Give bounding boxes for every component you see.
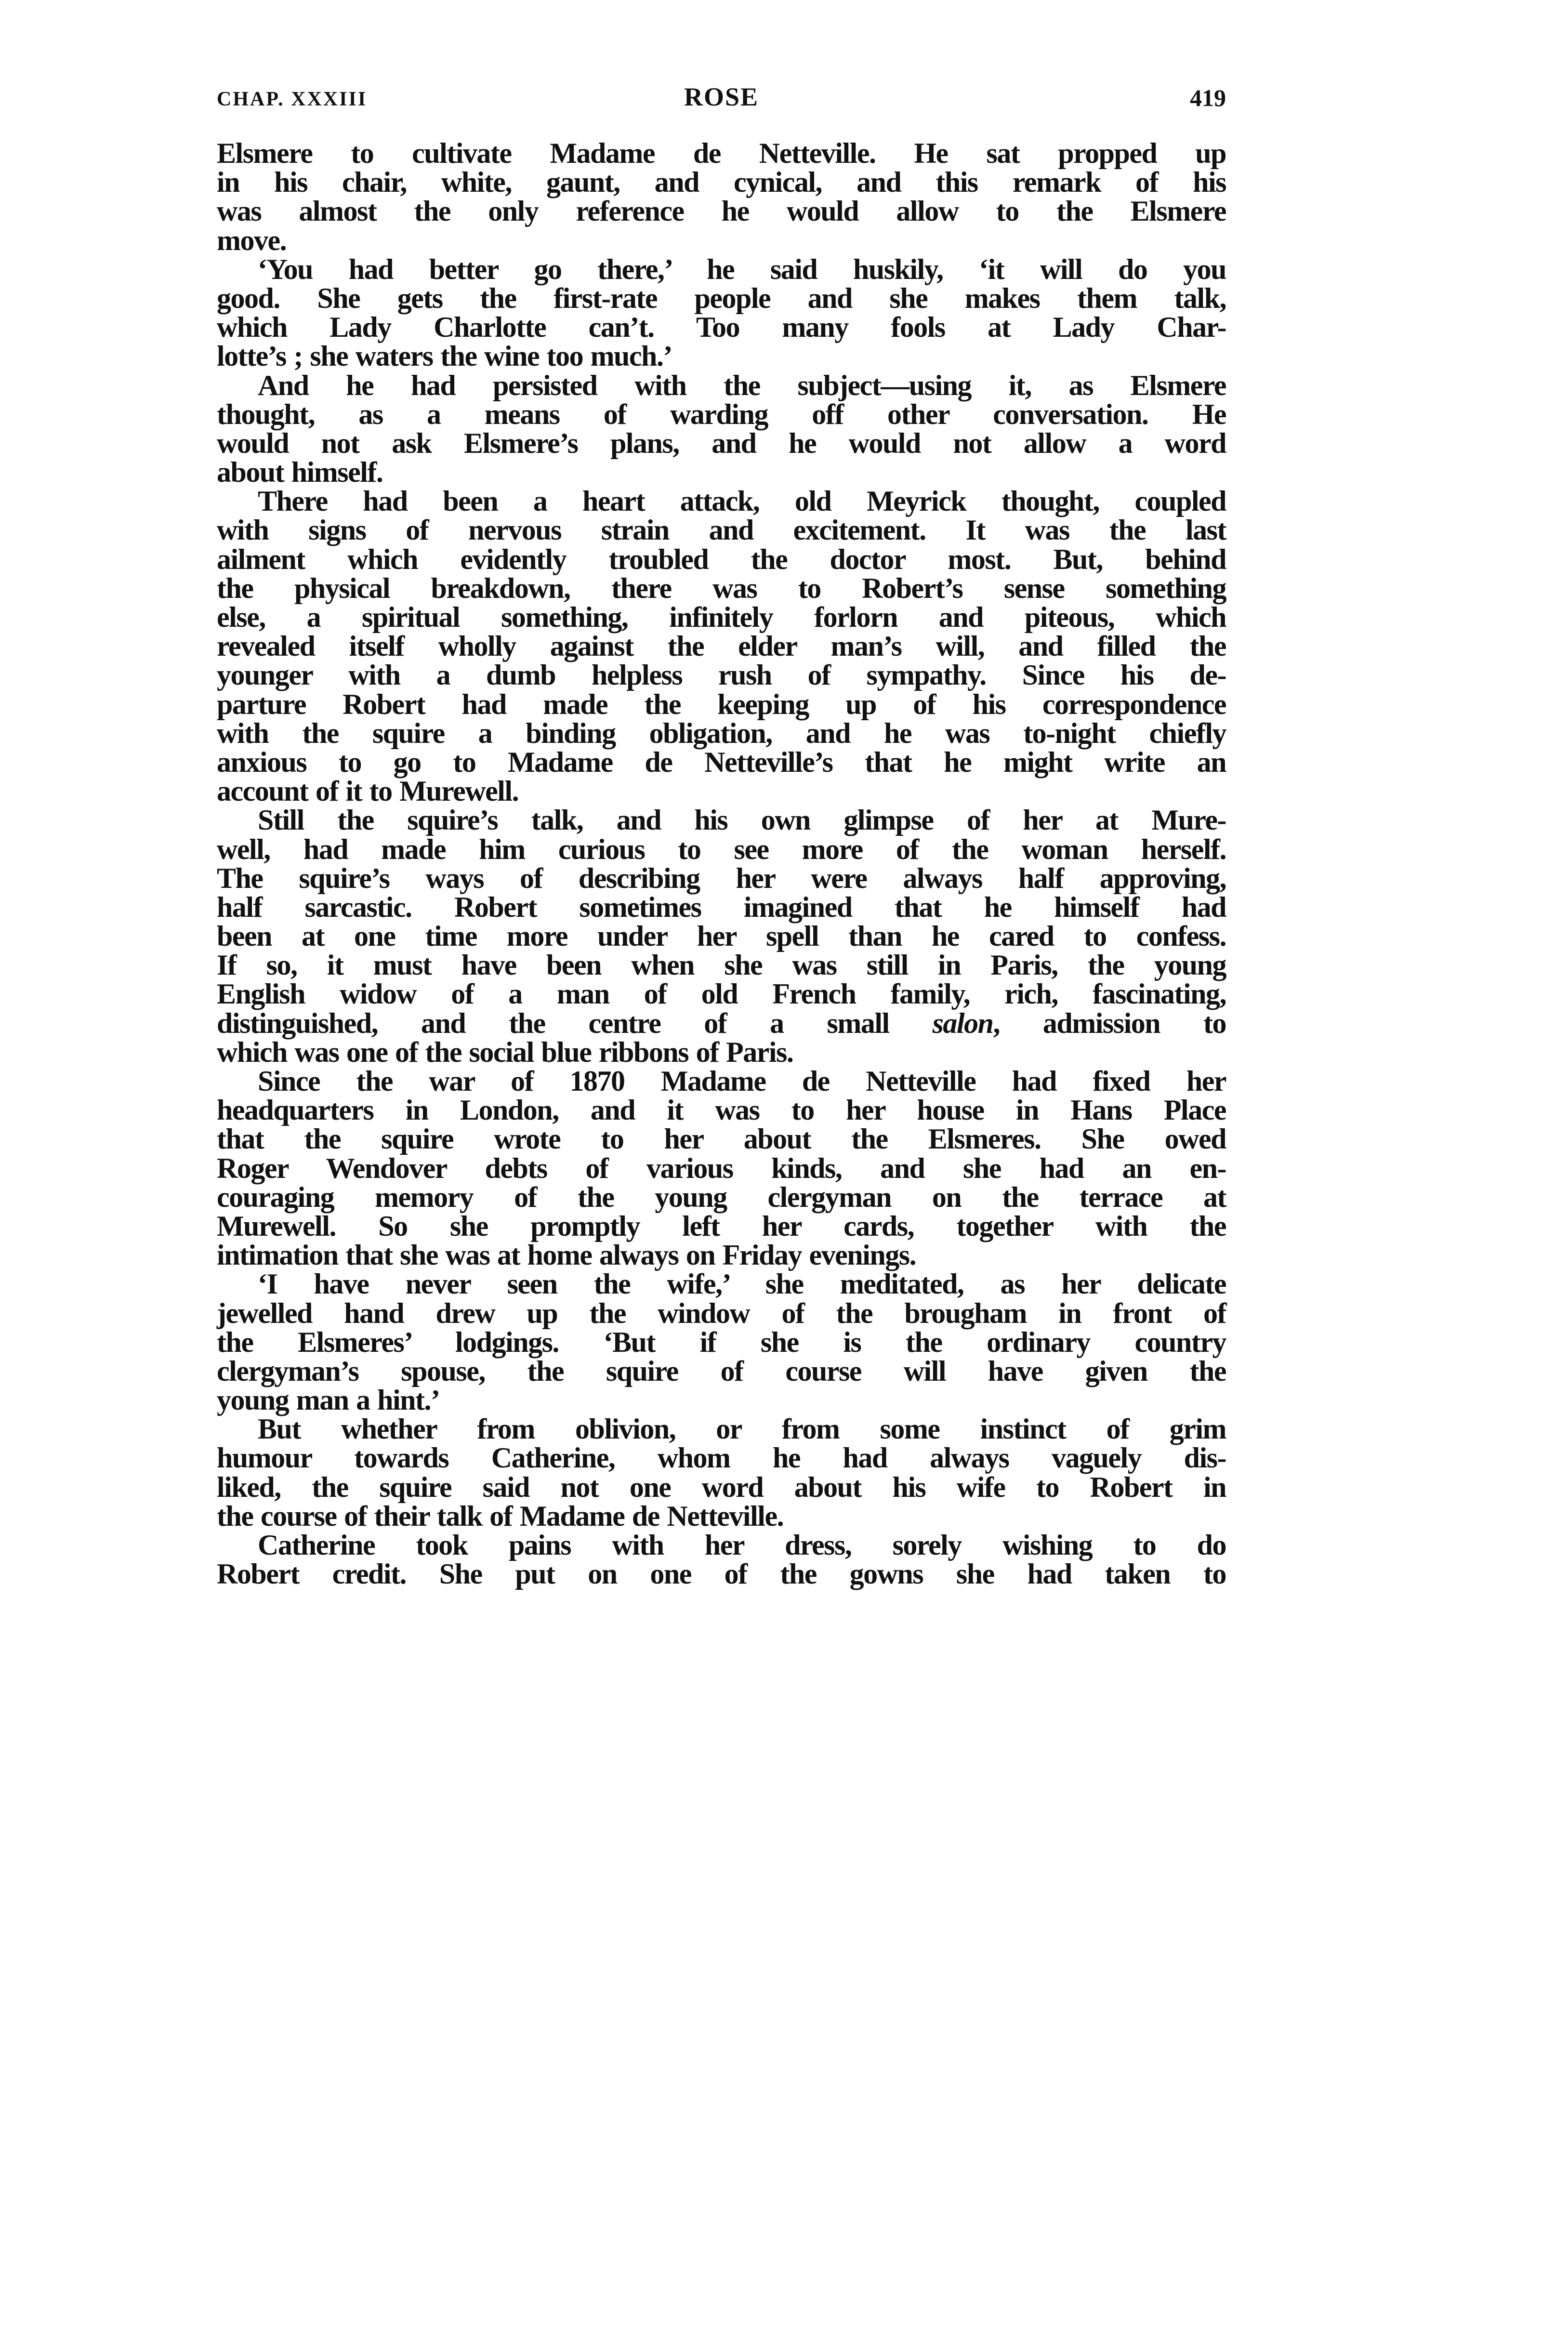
text-line (217, 400, 1226, 429)
text-line (217, 255, 1226, 284)
text-line (217, 342, 1226, 370)
text-segment: intimation that she was at home always on Friday evenings. (217, 1239, 916, 1271)
italic-text: salon (932, 1007, 993, 1039)
text-segment: that the squire wrote to her about the Elsmeres. She owed (217, 1123, 1226, 1155)
text-segment: with the squire a binding obligation, and he was to-night chiefly (217, 717, 1226, 749)
text-segment: The squire’s ways of describing her were always half approving, (217, 862, 1226, 894)
text-segment: the course of their talk of Madame de Netteville. (217, 1500, 784, 1532)
text-segment: English widow of a man of old French family, rich, fascinating, (217, 978, 1226, 1010)
text-line (217, 1212, 1226, 1241)
text-line (217, 1328, 1226, 1357)
text-line (217, 893, 1226, 922)
text-segment: liked, the squire said not one word about his wife to Robert in (217, 1471, 1226, 1503)
text-segment: move. (217, 224, 287, 256)
text-segment: , admission to (993, 1007, 1226, 1039)
running-title: ROSE (684, 82, 759, 111)
text-segment: And he had persisted with the subject—using it, as Elsmere (258, 369, 1226, 401)
paragraph (217, 371, 1226, 487)
text-segment: Still the squire’s talk, and his own glimpse of her at Mure- (258, 804, 1226, 836)
text-line (217, 429, 1226, 458)
text-line (217, 951, 1226, 979)
text-segment: parture Robert had made the keeping up of his correspondence (217, 688, 1226, 720)
text-line (217, 1299, 1226, 1328)
text-segment: in his chair, white, gaunt, and cynical, and this remark of his (217, 166, 1226, 198)
text-segment: revealed itself wholly against the elder man’s will, and filled the (217, 630, 1226, 662)
body-text (217, 139, 1226, 1588)
text-segment: If so, it must have been when she was still in Paris, the young (217, 949, 1226, 981)
text-line (217, 1096, 1226, 1124)
text-segment: else, a spiritual something, infinitely forlorn and piteous, which (217, 601, 1226, 633)
text-line (217, 515, 1226, 544)
text-segment: the Elsmeres’ lodgings. ‘But if she is the ordinary country (217, 1326, 1226, 1358)
text-segment: headquarters in London, and it was to her house in Hans Place (217, 1094, 1226, 1126)
text-segment: clergyman’s spouse, the squire of course will have given the (217, 1355, 1226, 1387)
text-line (217, 313, 1226, 342)
text-line (217, 1269, 1226, 1298)
text-line (217, 1502, 1226, 1531)
running-header (217, 82, 1226, 116)
paragraph (217, 487, 1226, 805)
text-line (217, 458, 1226, 487)
text-segment: half sarcastic. Robert sometimes imagined that he himself had (217, 891, 1226, 923)
text-segment: good. She gets the first-rate people and she makes them talk, (217, 282, 1226, 314)
text-segment: which Lady Charlotte can’t. Too many fools at Lady Char- (217, 311, 1226, 343)
text-segment: ‘I have never seen the wife,’ she meditated, as her delicate (258, 1268, 1226, 1300)
text-line (217, 1009, 1226, 1038)
text-segment: the physical breakdown, there was to Robert’s sense something (217, 572, 1226, 604)
paragraph (217, 139, 1226, 255)
text-line (217, 805, 1226, 834)
text-line (217, 197, 1226, 225)
text-line (217, 574, 1226, 603)
text-line (217, 1443, 1226, 1472)
text-segment: Roger Wendover debts of various kinds, and she had an en- (217, 1152, 1226, 1184)
text-line (217, 1241, 1226, 1269)
text-line (217, 1414, 1226, 1443)
text-segment: would not ask Elsmere’s plans, and he would not allow a word (217, 427, 1226, 459)
paragraph (217, 1269, 1226, 1414)
text-segment: thought, as a means of warding off other conversation. He (217, 398, 1226, 430)
text-segment: well, had made him curious to see more of the woman herself. (217, 833, 1226, 865)
text-line (217, 690, 1226, 719)
text-line (217, 864, 1226, 893)
text-segment: anxious to go to Madame de Netteville’s that he might write an (217, 746, 1226, 778)
text-line (217, 545, 1226, 574)
text-line (217, 168, 1226, 197)
text-line (217, 371, 1226, 400)
text-segment: young man a hint.’ (217, 1384, 440, 1416)
text-segment: ailment which evidently troubled the doctor most. But, behind (217, 543, 1226, 575)
text-line (217, 226, 1226, 255)
text-segment: Catherine took pains with her dress, sorely wishing to do (258, 1529, 1226, 1561)
text-segment: been at one time more under her spell than he cared to confess. (217, 920, 1226, 952)
text-segment: humour towards Catherine, whom he had always vaguely dis- (217, 1442, 1226, 1474)
text-line (217, 1386, 1226, 1414)
text-line (217, 922, 1226, 951)
paragraph (217, 1531, 1226, 1588)
text-segment: which was one of the social blue ribbons of Paris. (217, 1036, 793, 1068)
text-segment: with signs of nervous strain and excitement. It was the last (217, 514, 1226, 546)
text-line (217, 139, 1226, 168)
text-line (217, 835, 1226, 864)
text-segment: ‘You had better go there,’ he said huskily, ‘it will do you (258, 253, 1226, 285)
text-line (217, 1067, 1226, 1096)
text-segment: about himself. (217, 456, 383, 488)
text-line (217, 1473, 1226, 1502)
text-line (217, 487, 1226, 515)
text-line (217, 1531, 1226, 1559)
text-segment: Robert credit. She put on one of the gowns she had taken to (217, 1558, 1226, 1590)
text-segment: distinguished, and the centre of a small (217, 1007, 933, 1039)
text-line (217, 284, 1226, 313)
text-segment: Since the war of 1870 Madame de Netteville had fixed her (258, 1065, 1226, 1097)
chapter-label: CHAP. XXXIII (217, 88, 368, 110)
paragraph (217, 255, 1226, 371)
text-segment: jewelled hand drew up the window of the brougham in front of (217, 1297, 1226, 1329)
text-line (217, 979, 1226, 1008)
text-segment: was almost the only reference he would allow to the Elsmere (217, 195, 1226, 227)
text-segment: But whether from oblivion, or from some instinct of grim (258, 1413, 1226, 1445)
text-segment: younger with a dumb helpless rush of sympathy. Since his de- (217, 659, 1226, 691)
paragraph (217, 1067, 1226, 1269)
paragraph (217, 805, 1226, 1067)
text-segment: Elsmere to cultivate Madame de Netteville. He sat propped up (217, 137, 1226, 169)
text-line (217, 1124, 1226, 1153)
text-line (217, 748, 1226, 777)
text-segment: couraging memory of the young clergyman on the terrace at (217, 1181, 1226, 1213)
text-line (217, 1183, 1226, 1212)
text-line (217, 1357, 1226, 1386)
text-line (217, 1154, 1226, 1183)
text-line (217, 632, 1226, 660)
text-line (217, 1559, 1226, 1588)
text-segment: There had been a heart attack, old Meyrick thought, coupled (258, 485, 1226, 517)
text-line (217, 719, 1226, 748)
text-line (217, 603, 1226, 632)
text-segment: Murewell. So she promptly left her cards, together with the (217, 1210, 1226, 1242)
paragraph (217, 1414, 1226, 1531)
text-line (217, 660, 1226, 689)
text-segment: account of it to Murewell. (217, 775, 519, 807)
page-number: 419 (1190, 84, 1226, 111)
text-segment: lotte’s ; she waters the wine too much.’ (217, 340, 672, 372)
text-line (217, 1038, 1226, 1067)
text-line (217, 777, 1226, 805)
